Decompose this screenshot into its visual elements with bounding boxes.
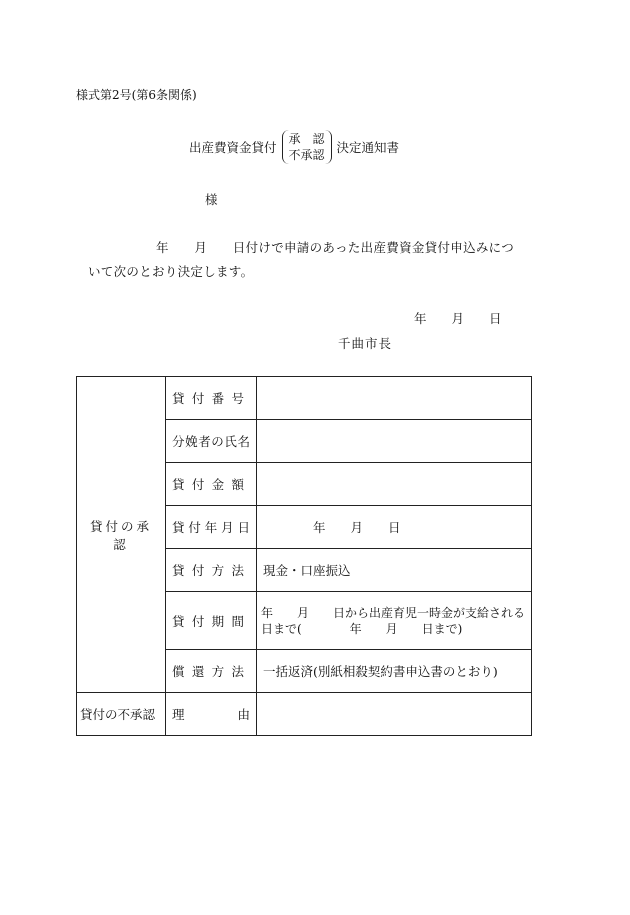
issue-date: 年 月 日	[414, 311, 502, 326]
row-label-loan-date: 貸付年月日	[166, 506, 257, 549]
row-label-repayment-method: 償還方法	[166, 650, 257, 693]
approval-choice-brace	[282, 130, 332, 164]
issuer-name: 千曲市長	[338, 336, 393, 351]
body-text-line-1: 年 月 日付けで申請のあった出産費資金貸付申込みにつ	[156, 240, 515, 255]
row-label-loan-amount: 貸付金額	[166, 463, 257, 506]
row-label-mother-name: 分娩者の氏名	[166, 420, 257, 463]
row-label-loan-period: 貸付期間	[166, 592, 257, 650]
row-label-loan-method: 貸付方法	[166, 549, 257, 592]
option-disapprove: 不承認	[288, 148, 325, 162]
row-label-reason: 理 由	[166, 693, 257, 736]
decision-table	[76, 376, 532, 736]
form-number: 様式第2号(第6条関係)	[76, 88, 197, 102]
disapproval-category-cell: 貸付の不承認	[77, 693, 166, 736]
addressee-suffix: 様	[205, 192, 218, 207]
row-value-reason[interactable]	[257, 693, 532, 736]
row-value-loan-period[interactable]: 年 月 日から出産育児一時金が支給される日まで( 年 月 日まで)	[257, 592, 532, 650]
body-text-line-2: いて次のとおり決定します。	[88, 264, 254, 279]
title-suffix: 決定通知書	[336, 140, 400, 155]
approval-category-cell: 貸付の承認	[77, 377, 166, 693]
row-value-repayment-method[interactable]: 一括返済(別紙相殺契約書申込書のとおり)	[257, 650, 532, 693]
row-value-loan-method[interactable]: 現金・口座振込	[257, 549, 532, 592]
row-value-loan-number[interactable]	[257, 377, 532, 420]
row-value-mother-name[interactable]	[257, 420, 532, 463]
row-label-loan-number: 貸付番号	[166, 377, 257, 420]
document-title	[189, 127, 399, 167]
row-value-loan-date[interactable]: 年 月 日	[257, 506, 532, 549]
title-prefix: 出産費資金貸付	[189, 140, 277, 155]
option-approve: 承 認	[288, 132, 325, 146]
row-value-loan-amount[interactable]	[257, 463, 532, 506]
